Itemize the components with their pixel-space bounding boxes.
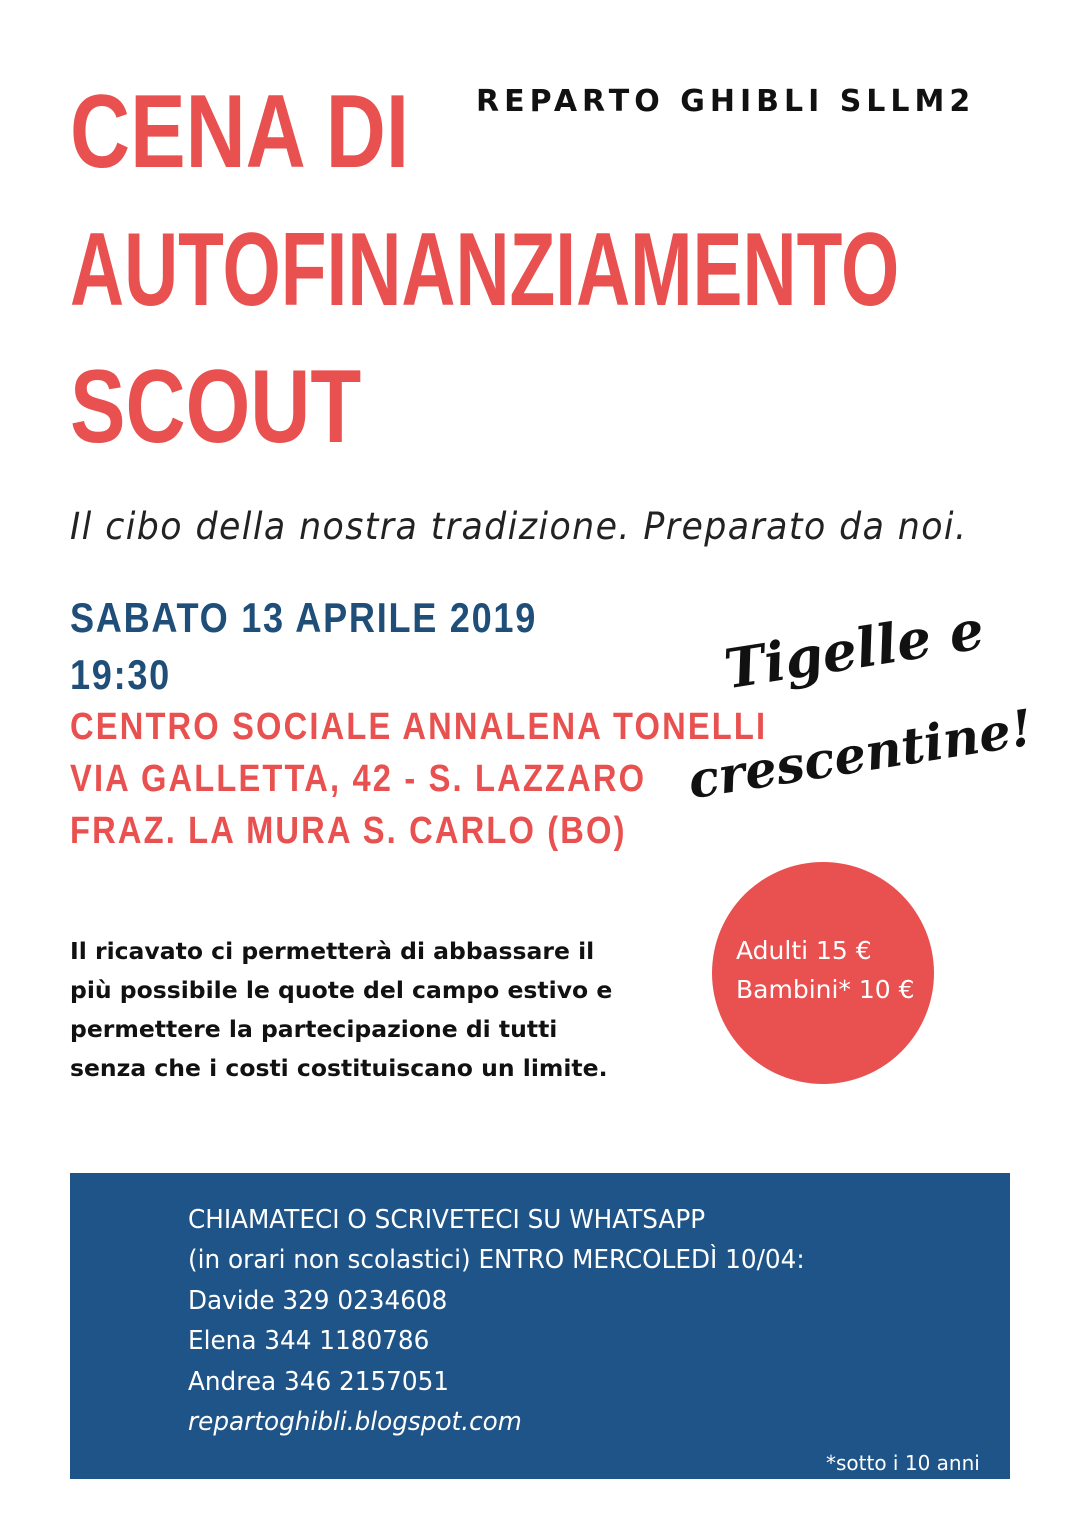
tagline: Il cibo della nostra tradizione. Preparato da noi. bbox=[70, 505, 968, 548]
description bbox=[70, 932, 650, 1088]
event-time: 19:30 bbox=[70, 651, 171, 698]
event-date: SABATO 13 APRILE 2019 bbox=[70, 594, 538, 641]
contact-heading: CHIAMATECI O SCRIVETECI SU WHATSAPP bbox=[188, 1205, 706, 1235]
contact-subheading: (in orari non scolastici) ENTRO MERCOLEDÌ 10/04: bbox=[188, 1245, 805, 1275]
description-line: più possibile le quote del campo estivo e bbox=[70, 976, 613, 1004]
event-address-line-1: VIA GALLETTA, 42 - S. LAZZARO bbox=[70, 758, 647, 800]
contact-person: Davide 329 0234608 bbox=[188, 1286, 448, 1316]
contact-person: Andrea 346 2157051 bbox=[188, 1367, 450, 1397]
menu-note-line-1: Tigelle e bbox=[720, 597, 989, 702]
title-line-2: AUTOFINANZIAMENTO bbox=[70, 212, 900, 328]
description-line: Il ricavato ci permetterà di abbassare il bbox=[70, 937, 595, 965]
description-line: senza che i costi costituiscano un limite. bbox=[70, 1054, 608, 1082]
age-footnote: *sotto i 10 anni bbox=[826, 1451, 980, 1475]
price-children: Bambini* 10 € bbox=[736, 975, 915, 1004]
event-address-line-2: FRAZ. LA MURA S. CARLO (BO) bbox=[70, 810, 627, 852]
contact-person: Elena 344 1180786 bbox=[188, 1326, 430, 1356]
contact-website[interactable]: repartoghibli.blogspot.com bbox=[188, 1407, 522, 1437]
group-name: REPARTO GHIBLI SLLM2 bbox=[476, 84, 976, 119]
price-badge bbox=[712, 862, 934, 1084]
price-adults: Adulti 15 € bbox=[736, 936, 872, 965]
event-venue: CENTRO SOCIALE ANNALENA TONELLI bbox=[70, 706, 768, 748]
title-line-1: CENA DI bbox=[70, 74, 409, 190]
menu-note-line-2: crescentine! bbox=[684, 697, 1037, 811]
description-line: permettere la partecipazione di tutti bbox=[70, 1015, 558, 1043]
title-line-3: SCOUT bbox=[70, 349, 362, 465]
